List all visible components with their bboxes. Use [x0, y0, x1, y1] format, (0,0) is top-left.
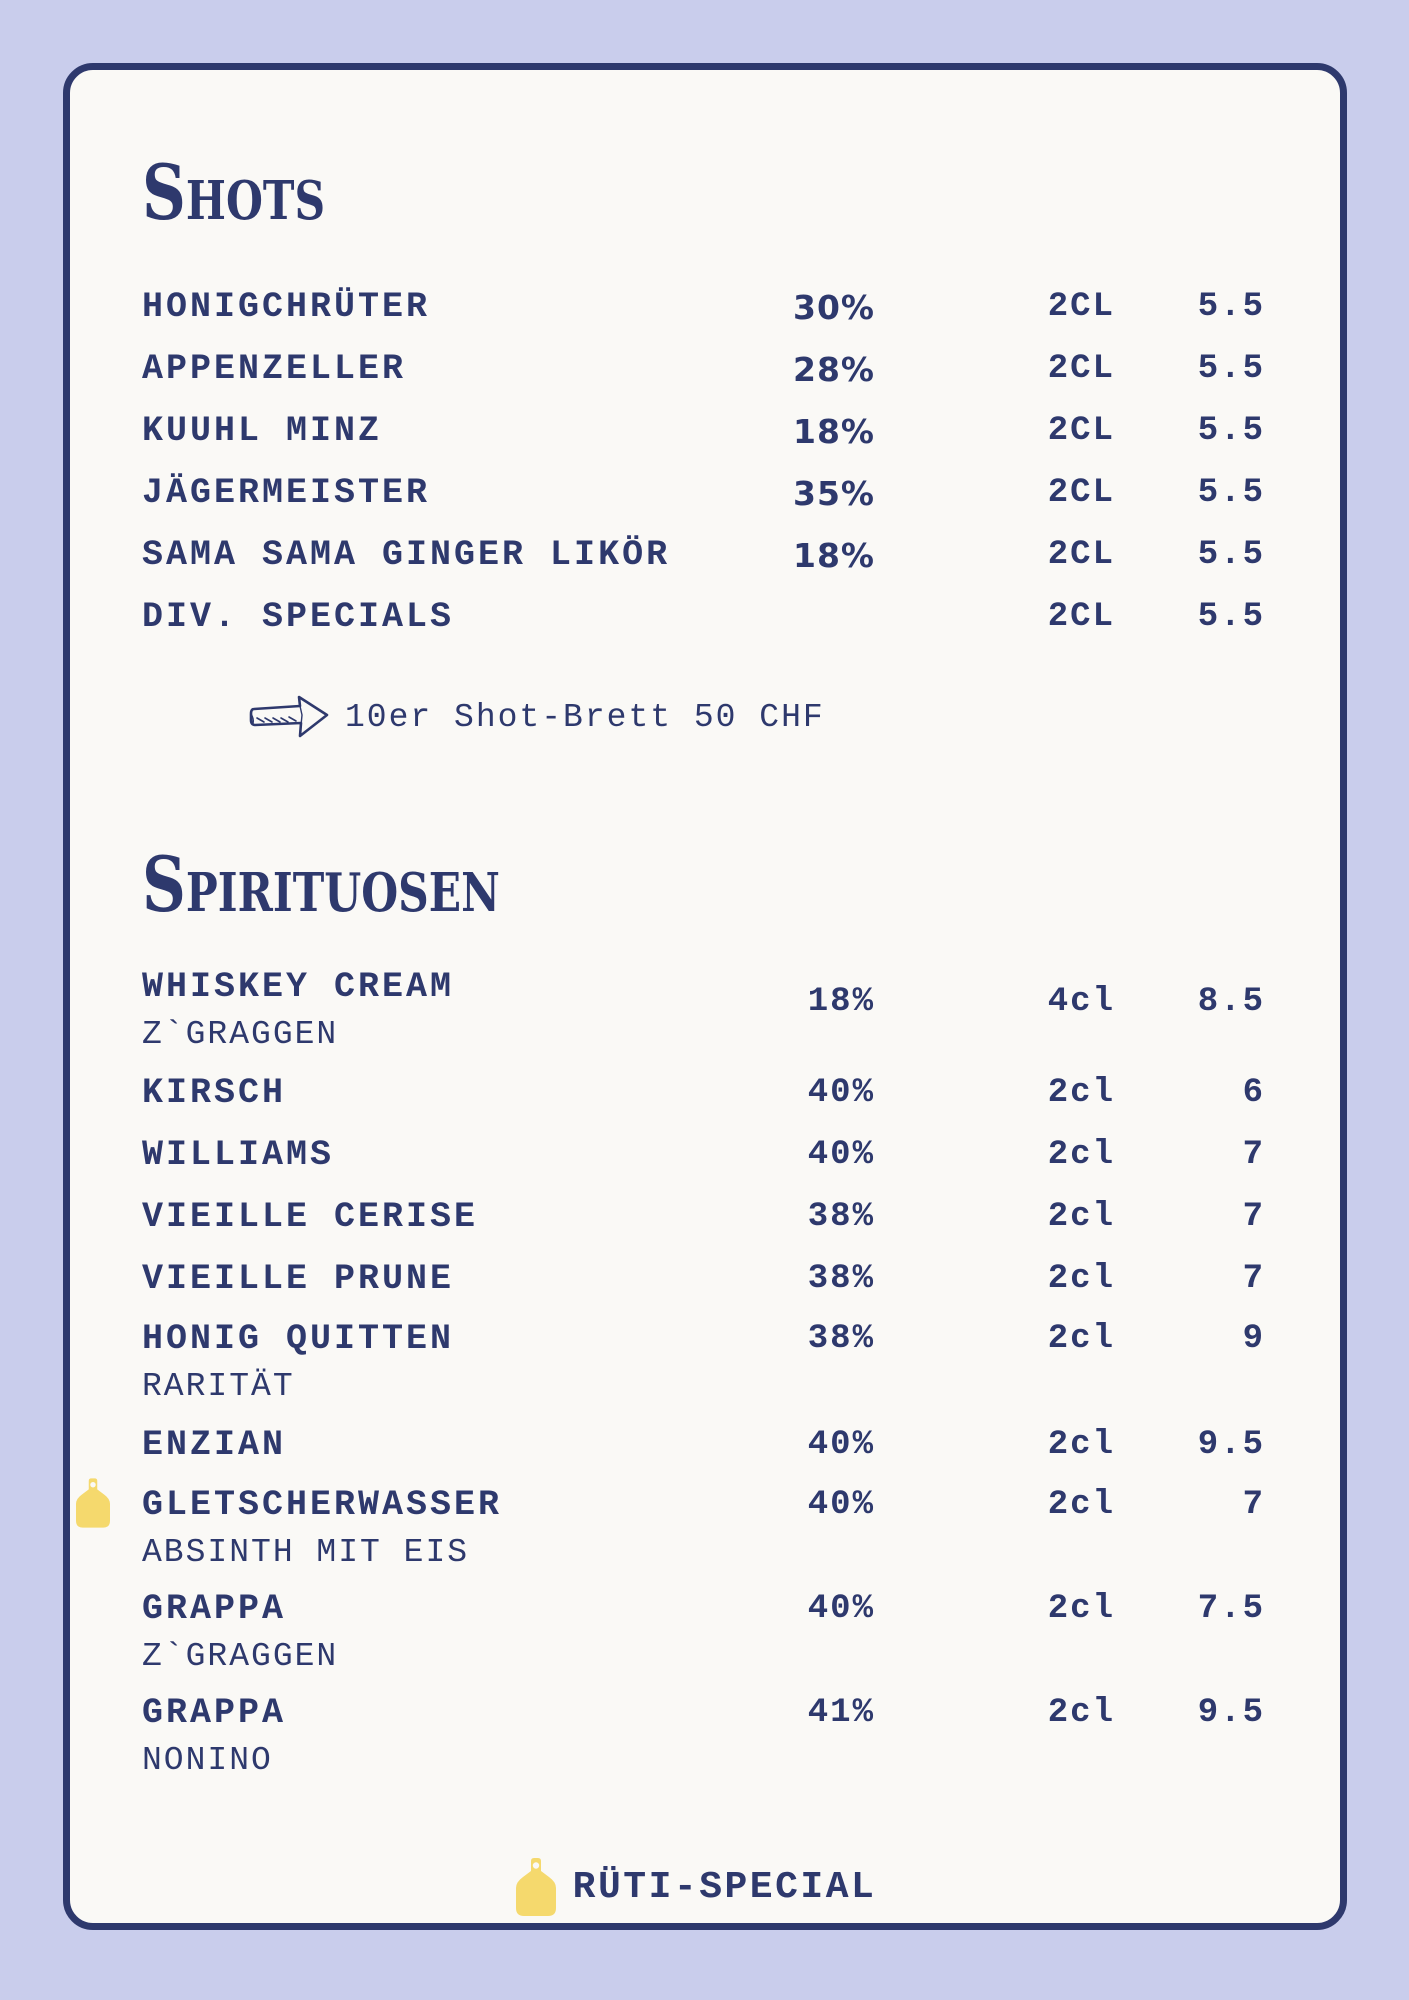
item-abv: 38%	[807, 1260, 875, 1298]
item-price: 5.5	[1197, 474, 1265, 512]
shot-brett-promo	[142, 689, 1265, 745]
shots-item-row	[142, 462, 1265, 524]
spirituosen-list	[142, 958, 1265, 1788]
item-name: ENZIAN	[142, 1425, 287, 1465]
item-abv: 38%	[807, 1198, 875, 1236]
item-abv: 18%	[807, 983, 875, 1021]
item-size: 2cl	[1047, 1260, 1115, 1298]
item-size: 2cl	[1047, 1074, 1115, 1112]
item-abv: 40%	[807, 1136, 875, 1174]
shots-item-row	[142, 400, 1265, 462]
tag-hole	[90, 1482, 95, 1487]
ruti-special-label: RÜTI-SPECIAL	[572, 1865, 877, 1909]
item-name: VIEILLE PRUNE	[142, 1259, 455, 1299]
ruti-special-legend	[134, 1858, 1257, 1916]
item-size: 2cl	[1047, 1426, 1115, 1464]
item-abv: 38%	[807, 1320, 875, 1358]
item-abv: 40%	[807, 1074, 875, 1112]
spirituosen-title: SPIRITUOSEN	[142, 840, 500, 929]
item-name: SAMA SAMA GINGER LIKÖR	[142, 535, 671, 575]
item-price: 7	[1242, 1260, 1265, 1298]
item-price: 8.5	[1197, 983, 1265, 1021]
item-price: 9	[1242, 1320, 1265, 1358]
spirituosen-item	[142, 1684, 1265, 1788]
item-name: GLETSCHERWASSER	[142, 1485, 503, 1525]
spirituosen-item	[142, 1580, 1265, 1684]
item-price: 5.5	[1197, 412, 1265, 450]
item-size: 2CL	[1047, 412, 1115, 450]
spirituosen-item-special	[142, 1476, 1265, 1580]
item-abv: 41%	[807, 1694, 875, 1732]
item-name: APPENZELLER	[142, 349, 407, 389]
item-name: GRAPPA	[142, 1589, 287, 1629]
item-size: 4cl	[1047, 983, 1115, 1021]
item-price: 6	[1242, 1074, 1265, 1112]
item-size: 2CL	[1047, 474, 1115, 512]
item-size: 2cl	[1047, 1590, 1115, 1628]
item-price: 7	[1242, 1136, 1265, 1174]
item-name: GRAPPA	[142, 1693, 287, 1733]
spirituosen-item	[142, 1186, 1265, 1248]
item-price: 7.5	[1197, 1590, 1265, 1628]
item-size: 2CL	[1047, 288, 1115, 326]
shot-brett-promo-label: 10er Shot-Brett 50 CHF	[345, 698, 825, 736]
shots-item-row	[142, 524, 1265, 586]
item-price: 7	[1242, 1198, 1265, 1236]
menu-card	[63, 63, 1347, 1930]
item-size: 2CL	[1047, 350, 1115, 388]
item-price: 5.5	[1197, 598, 1265, 636]
shots-item-row	[142, 276, 1265, 338]
item-name: HONIG QUITTEN	[142, 1319, 455, 1359]
shots-title: SHOTS	[142, 148, 326, 237]
item-abv: 40%	[807, 1426, 875, 1464]
spirituosen-item	[142, 1310, 1265, 1414]
item-abv: 40%	[807, 1590, 875, 1628]
spirituosen-item	[142, 958, 1265, 1062]
spirituosen-item	[142, 1124, 1265, 1186]
item-subtitle: ABSINTH MIT EIS	[142, 1534, 470, 1571]
spirituosen-item	[142, 1414, 1265, 1476]
shots-item-row	[142, 338, 1265, 400]
item-size: 2cl	[1047, 1486, 1115, 1524]
item-size: 2cl	[1047, 1136, 1115, 1174]
item-price: 9.5	[1197, 1694, 1265, 1732]
item-abv: 35%	[793, 473, 875, 513]
item-name: VIEILLE CERISE	[142, 1197, 479, 1237]
tag-icon	[515, 1858, 557, 1916]
item-size: 2cl	[1047, 1320, 1115, 1358]
item-size: 2CL	[1047, 536, 1115, 574]
spirituosen-item	[142, 1248, 1265, 1310]
tag-icon	[76, 1474, 110, 1532]
item-name: WHISKEY CREAM	[142, 967, 455, 1007]
item-name: WILLIAMS	[142, 1135, 335, 1175]
item-name: KIRSCH	[142, 1073, 287, 1113]
item-size: 2CL	[1047, 598, 1115, 636]
item-abv: 18%	[793, 411, 875, 451]
shots-section-header	[142, 148, 1265, 237]
item-price: 9.5	[1197, 1426, 1265, 1464]
item-name: DIV. SPECIALS	[142, 597, 455, 637]
shots-item-row	[142, 586, 1265, 648]
item-subtitle: RARITÄT	[142, 1368, 295, 1405]
item-price: 5.5	[1197, 536, 1265, 574]
item-abv: 18%	[793, 535, 875, 575]
item-subtitle: NONINO	[142, 1742, 273, 1779]
shots-list	[142, 276, 1265, 648]
arrow-right-icon	[247, 694, 331, 740]
item-price: 7	[1242, 1486, 1265, 1524]
item-abv: 30%	[793, 287, 875, 327]
item-subtitle: Z`GRAGGEN	[142, 1638, 339, 1675]
spirituosen-item	[142, 1062, 1265, 1124]
item-name: JÄGERMEISTER	[142, 473, 431, 513]
item-name: HONIGCHRÜTER	[142, 287, 431, 327]
item-size: 2cl	[1047, 1694, 1115, 1732]
tag-hole	[532, 1862, 538, 1868]
item-price: 5.5	[1197, 288, 1265, 326]
item-abv: 40%	[807, 1486, 875, 1524]
item-subtitle: Z`GRAGGEN	[142, 1016, 339, 1053]
item-name: KUUHL MINZ	[142, 411, 383, 451]
item-abv: 28%	[793, 349, 875, 389]
item-size: 2cl	[1047, 1198, 1115, 1236]
spirituosen-section-header	[142, 840, 1265, 929]
item-price: 5.5	[1197, 350, 1265, 388]
